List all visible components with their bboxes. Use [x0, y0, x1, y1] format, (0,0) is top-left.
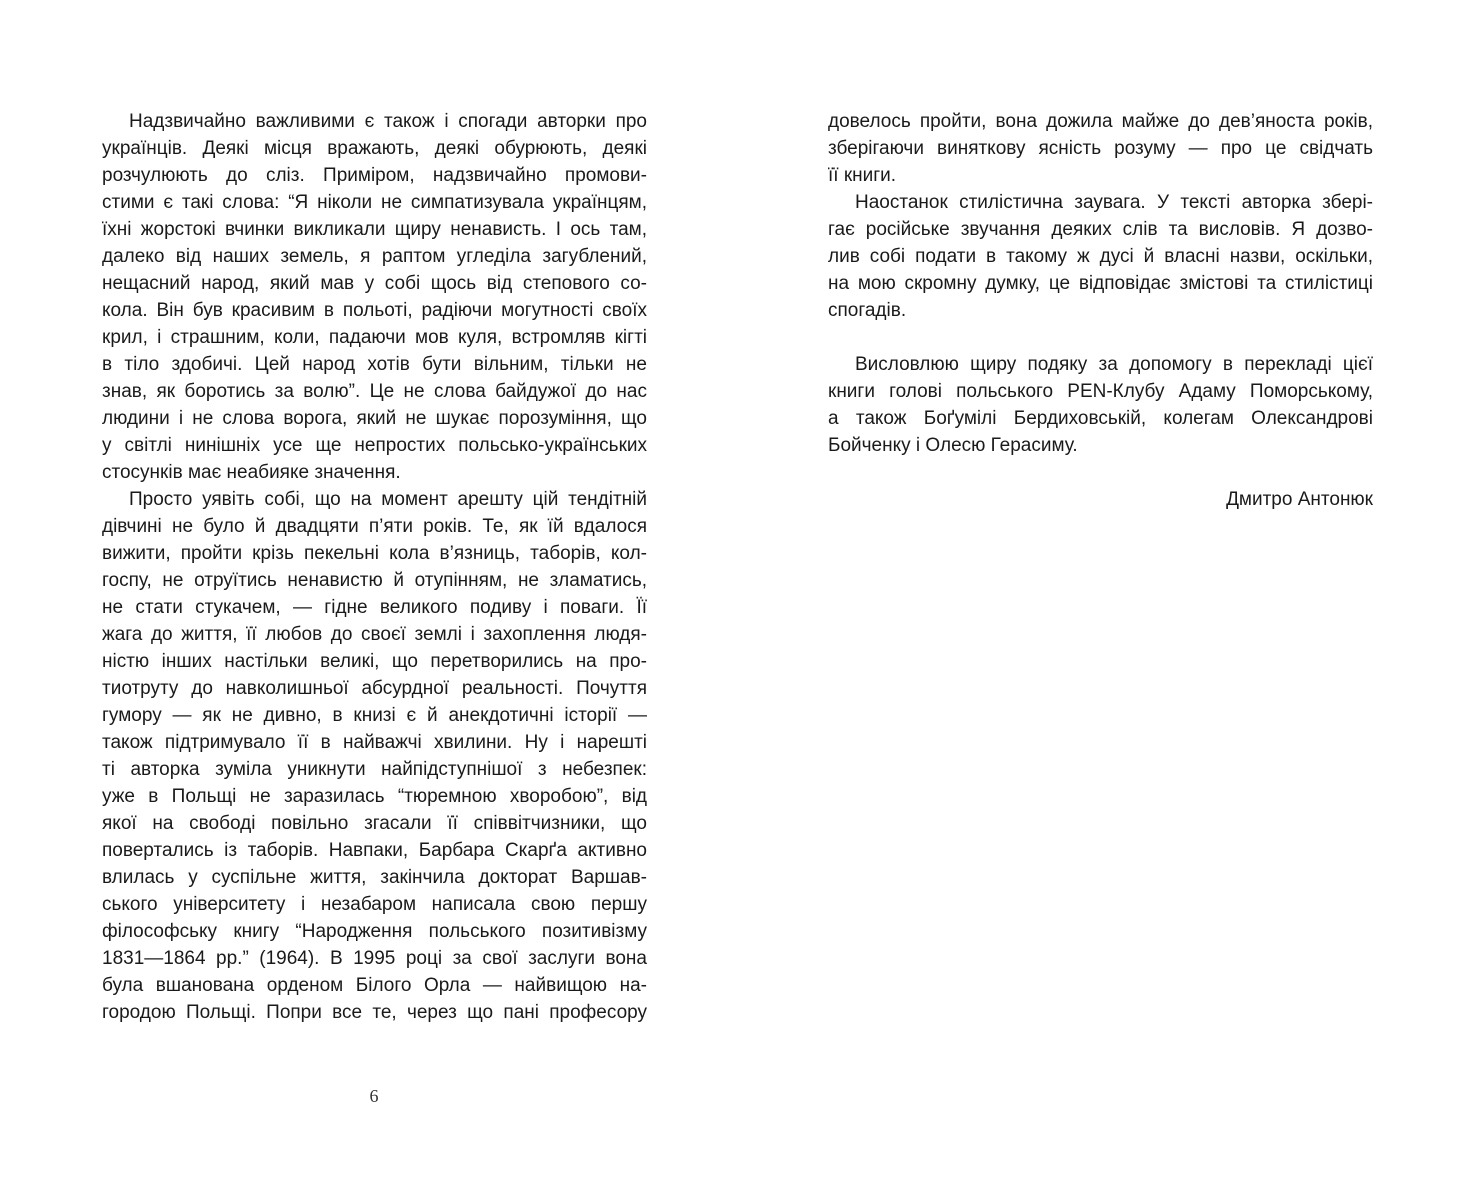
text-line: була вшанована орденом Білого Орла — найвищою на-	[102, 975, 647, 996]
text-line: також підтримувало її в найважчі хвилини. Ну і нарешті	[102, 732, 647, 753]
signature: Дмитро Антонюк	[1226, 489, 1373, 510]
text-line: спогадів.	[828, 300, 907, 321]
text-line: стими є такі слова: “Я ніколи не симпатизувала українцям,	[102, 192, 647, 213]
text-line: уже в Польщі не заразилась “тюремною хворобою”, від	[102, 786, 647, 807]
text-line: гумору — як не дивно, в книзі є й анекдотичні історії —	[102, 705, 647, 726]
text-line: лив собі подати в такому ж дусі й власні назви, оскільки,	[828, 246, 1373, 267]
text-line: її книги.	[828, 165, 897, 186]
text-line: якої на свободі повільно згасали її співвітчизники, що	[102, 813, 647, 834]
text-line: довелось пройти, вона дожила майже до дев’яноста років,	[828, 111, 1373, 132]
text-line: дівчині не було й двадцяти п’яти років. Те, як їй вдалося	[102, 516, 647, 537]
text-line: ністю інших настільки великі, що перетворились на про-	[102, 651, 647, 672]
text-line: Надзвичайно важливими є також і спогади авторки про	[129, 111, 647, 132]
text-line: жага до життя, її любов до своєї землі і захоплення людя-	[102, 624, 647, 645]
paragraph-spacer	[828, 324, 1373, 351]
text-line: книги голові польського PEN-Клубу Адаму Поморському,	[828, 381, 1373, 402]
text-line: городою Польщі. Попри все те, через що пані професору	[102, 1002, 647, 1023]
text-line: а також Боґумілі Бердиховській, колегам Олександрові	[828, 408, 1373, 429]
right-page	[828, 108, 1373, 513]
text-line: українців. Деякі місця вражають, деякі обурюють, деякі	[102, 138, 647, 159]
text-line: гає російське звучання деяких слів та висловів. Я дозво-	[828, 219, 1373, 240]
text-line: Наостанок стилістична заувага. У тексті авторка збері-	[855, 192, 1373, 213]
text-line: далеко від наших земель, я раптом угледіла загублений,	[102, 246, 647, 267]
text-line: ті авторка зуміла уникнути найпідступнішої з небезпек:	[102, 759, 647, 780]
text-line: людини і не слова ворога, який не шукає порозуміння, що	[102, 408, 647, 429]
page-number: 6	[369, 1086, 379, 1106]
text-line: крил, і страшним, коли, падаючи мов куля, встромляв кігті	[102, 327, 647, 348]
text-line: розчулюють до сліз. Приміром, надзвичайно промови-	[102, 165, 647, 186]
text-line: в тіло здобичі. Цей народ хотів бути вільним, тільки не	[102, 354, 647, 375]
left-page	[102, 108, 647, 1026]
text-line: ського університету і незабаром написала свою першу	[102, 894, 647, 915]
text-line: Висловлюю щиру подяку за допомогу в перекладі цієї	[855, 354, 1373, 375]
text-line: стосунків має неабияке значення.	[102, 462, 401, 483]
text-line: не стати стукачем, — гідне великого подиву і поваги. Її	[102, 597, 647, 618]
text-line: тиотруту до навколишньої абсурдної реальності. Почуття	[102, 678, 647, 699]
text-line: у світлі нинішніх усе ще непростих польсько-українських	[102, 435, 647, 456]
text-line: знав, як боротись за волю”. Це не слова байдужої до нас	[102, 381, 647, 402]
text-line: Бойченку і Олесю Герасиму.	[828, 435, 1078, 456]
text-line: філософську книгу “Народження польського позитивізму	[102, 921, 647, 942]
text-line: 1831—1864 рр.” (1964). В 1995 році за свої заслуги вона	[102, 948, 647, 969]
text-line: кола. Він був красивим в польоті, радіючи могутності своїх	[102, 300, 647, 321]
text-line: нещасний народ, який мав у собі щось від степового со-	[102, 273, 647, 294]
text-line: вижити, пройти крізь пекельні кола в’язниць, таборів, кол-	[102, 543, 647, 564]
text-line: зберігаючи виняткову ясність розуму — про це свідчать	[828, 138, 1373, 159]
text-line: госпу, не отруїтись ненавистю й отупінням, не зламатись,	[102, 570, 647, 591]
text-line: на мою скромну думку, це відповідає змістові та стилістиці	[828, 273, 1373, 294]
text-line: їхні жорстокі вчинки викликали щиру ненависть. І ось там,	[102, 219, 647, 240]
text-line: влилась у суспільне життя, закінчила докторат Варшав-	[102, 867, 647, 888]
text-line: повертались із таборів. Навпаки, Барбара Скарґа активно	[102, 840, 647, 861]
text-line: Просто уявіть собі, що на момент арешту цій тендітній	[129, 489, 647, 510]
